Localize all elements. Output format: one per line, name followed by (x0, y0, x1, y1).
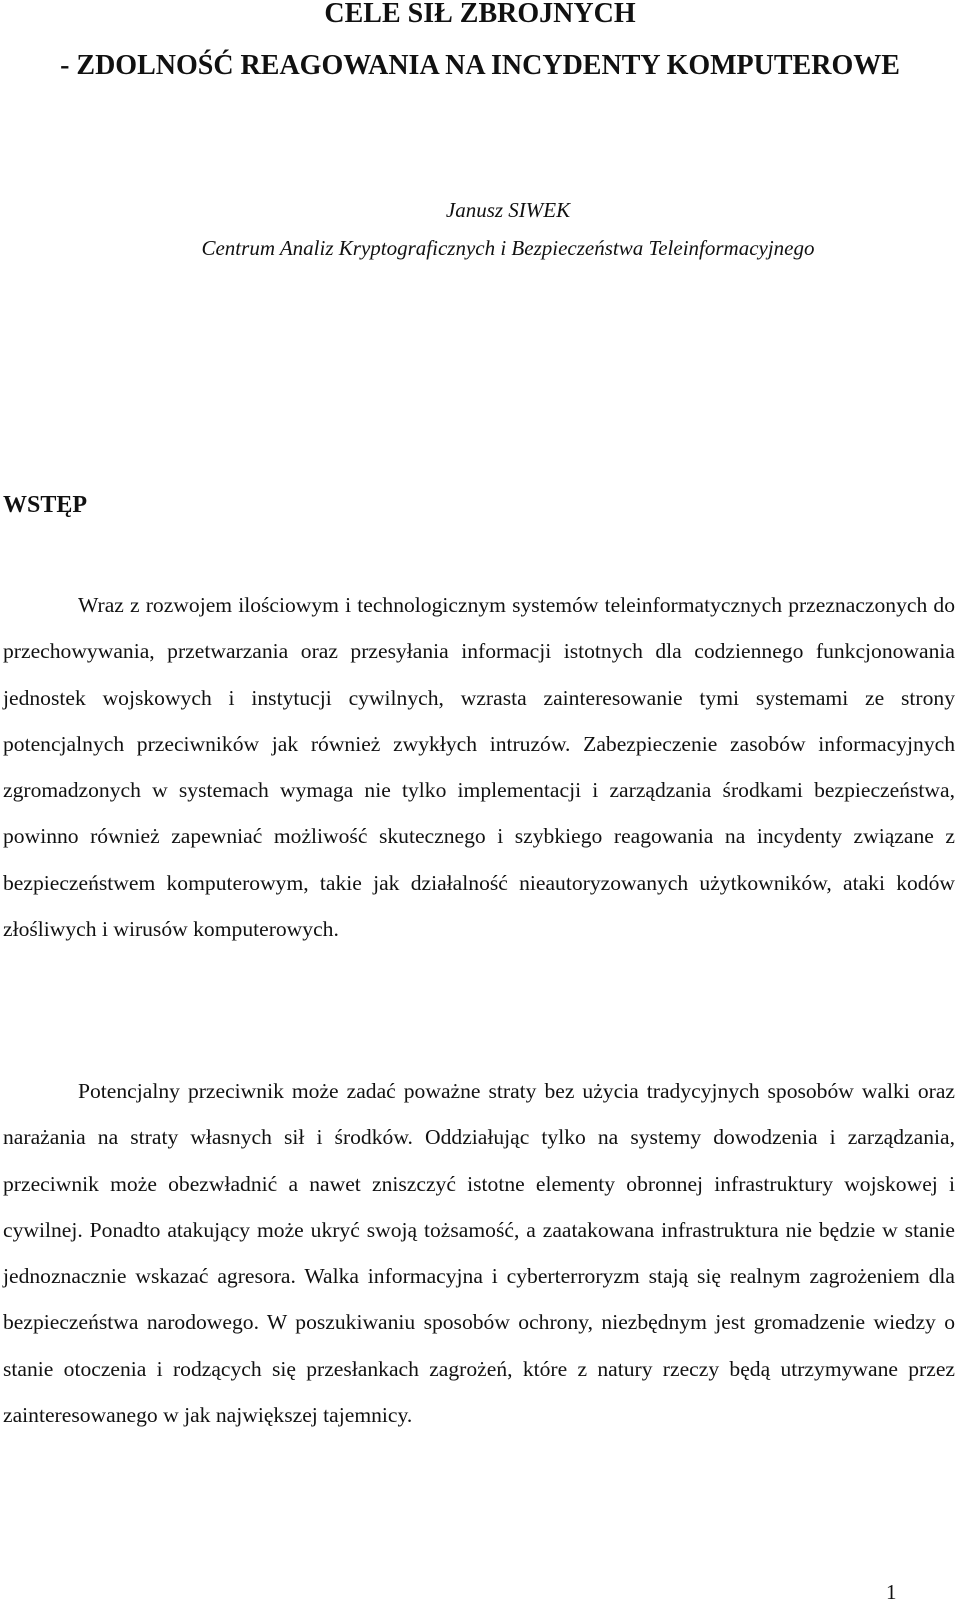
author-affiliation: Centrum Analiz Kryptograficznych i Bezpieczeństwa Teleinformacyjnego (201, 236, 815, 260)
body-paragraph-2: Potencjalny przeciwnik może zadać poważne straty bez użycia tradycyjnych sposobów walki oraz narażania na straty własnych sił i środków. Oddziałując tylko na systemy dowodzenia i zarządzania, przeciwnik może obezwładnić a nawet zniszczyć istotne elementy obronnej infrastruktury wojskowej i cywilnej. Ponadto atakujący może ukryć swoją tożsamość, a zaatakowana infrastruktura nie będzie w stanie jednoznacznie wskazać agresora. Walka informacyjna i cyberterroryzm stają się realnym zagrożeniem dla bezpieczeństwa narodowego. W poszukiwaniu sposobów ochrony, niezbędnym jest gromadzenie wiedzy o stanie otoczenia i rodzących się przesłankach zagrożeń, które z natury rzeczy będą utrzymywane przez zainteresowanego w jak największej tajemnicy. (3, 1079, 955, 1428)
author-name: Janusz SIWEK (445, 198, 571, 222)
document-title-line-1: CELE SIŁ ZBROJNYCH (324, 0, 636, 29)
body-paragraph-1: Wraz z rozwojem ilościowym i technologicznym systemów teleinformatycznych przeznaczonych do przechowywania, przetwarzania oraz przesyłania informacji istotnych dla codziennego funkcjonowania jednostek wojskowych i instytucji cywilnych, wzrasta zainteresowanie tymi systemami ze strony potencjalnych przeciwników jak również zwykłych intruzów. Zabezpieczenie zasobów informacyjnych zgromadzonych w systemach wymaga nie tylko implementacji i zarządzania środkami bezpieczeństwa, powinno również zapewniać możliwość skutecznego i szybkiego reagowania na incydenty związane z bezpieczeństwem komputerowym, takie jak działalność nieautoryzowanych użytkowników, ataki kodów złośliwych i wirusów komputerowych. (3, 593, 955, 942)
section-heading: WSTĘP (3, 492, 88, 518)
document-title-line-2: - ZDOLNOŚĆ REAGOWANIA NA INCYDENTY KOMPUTEROWE (60, 50, 900, 81)
page-number: 1 (886, 1580, 897, 1604)
